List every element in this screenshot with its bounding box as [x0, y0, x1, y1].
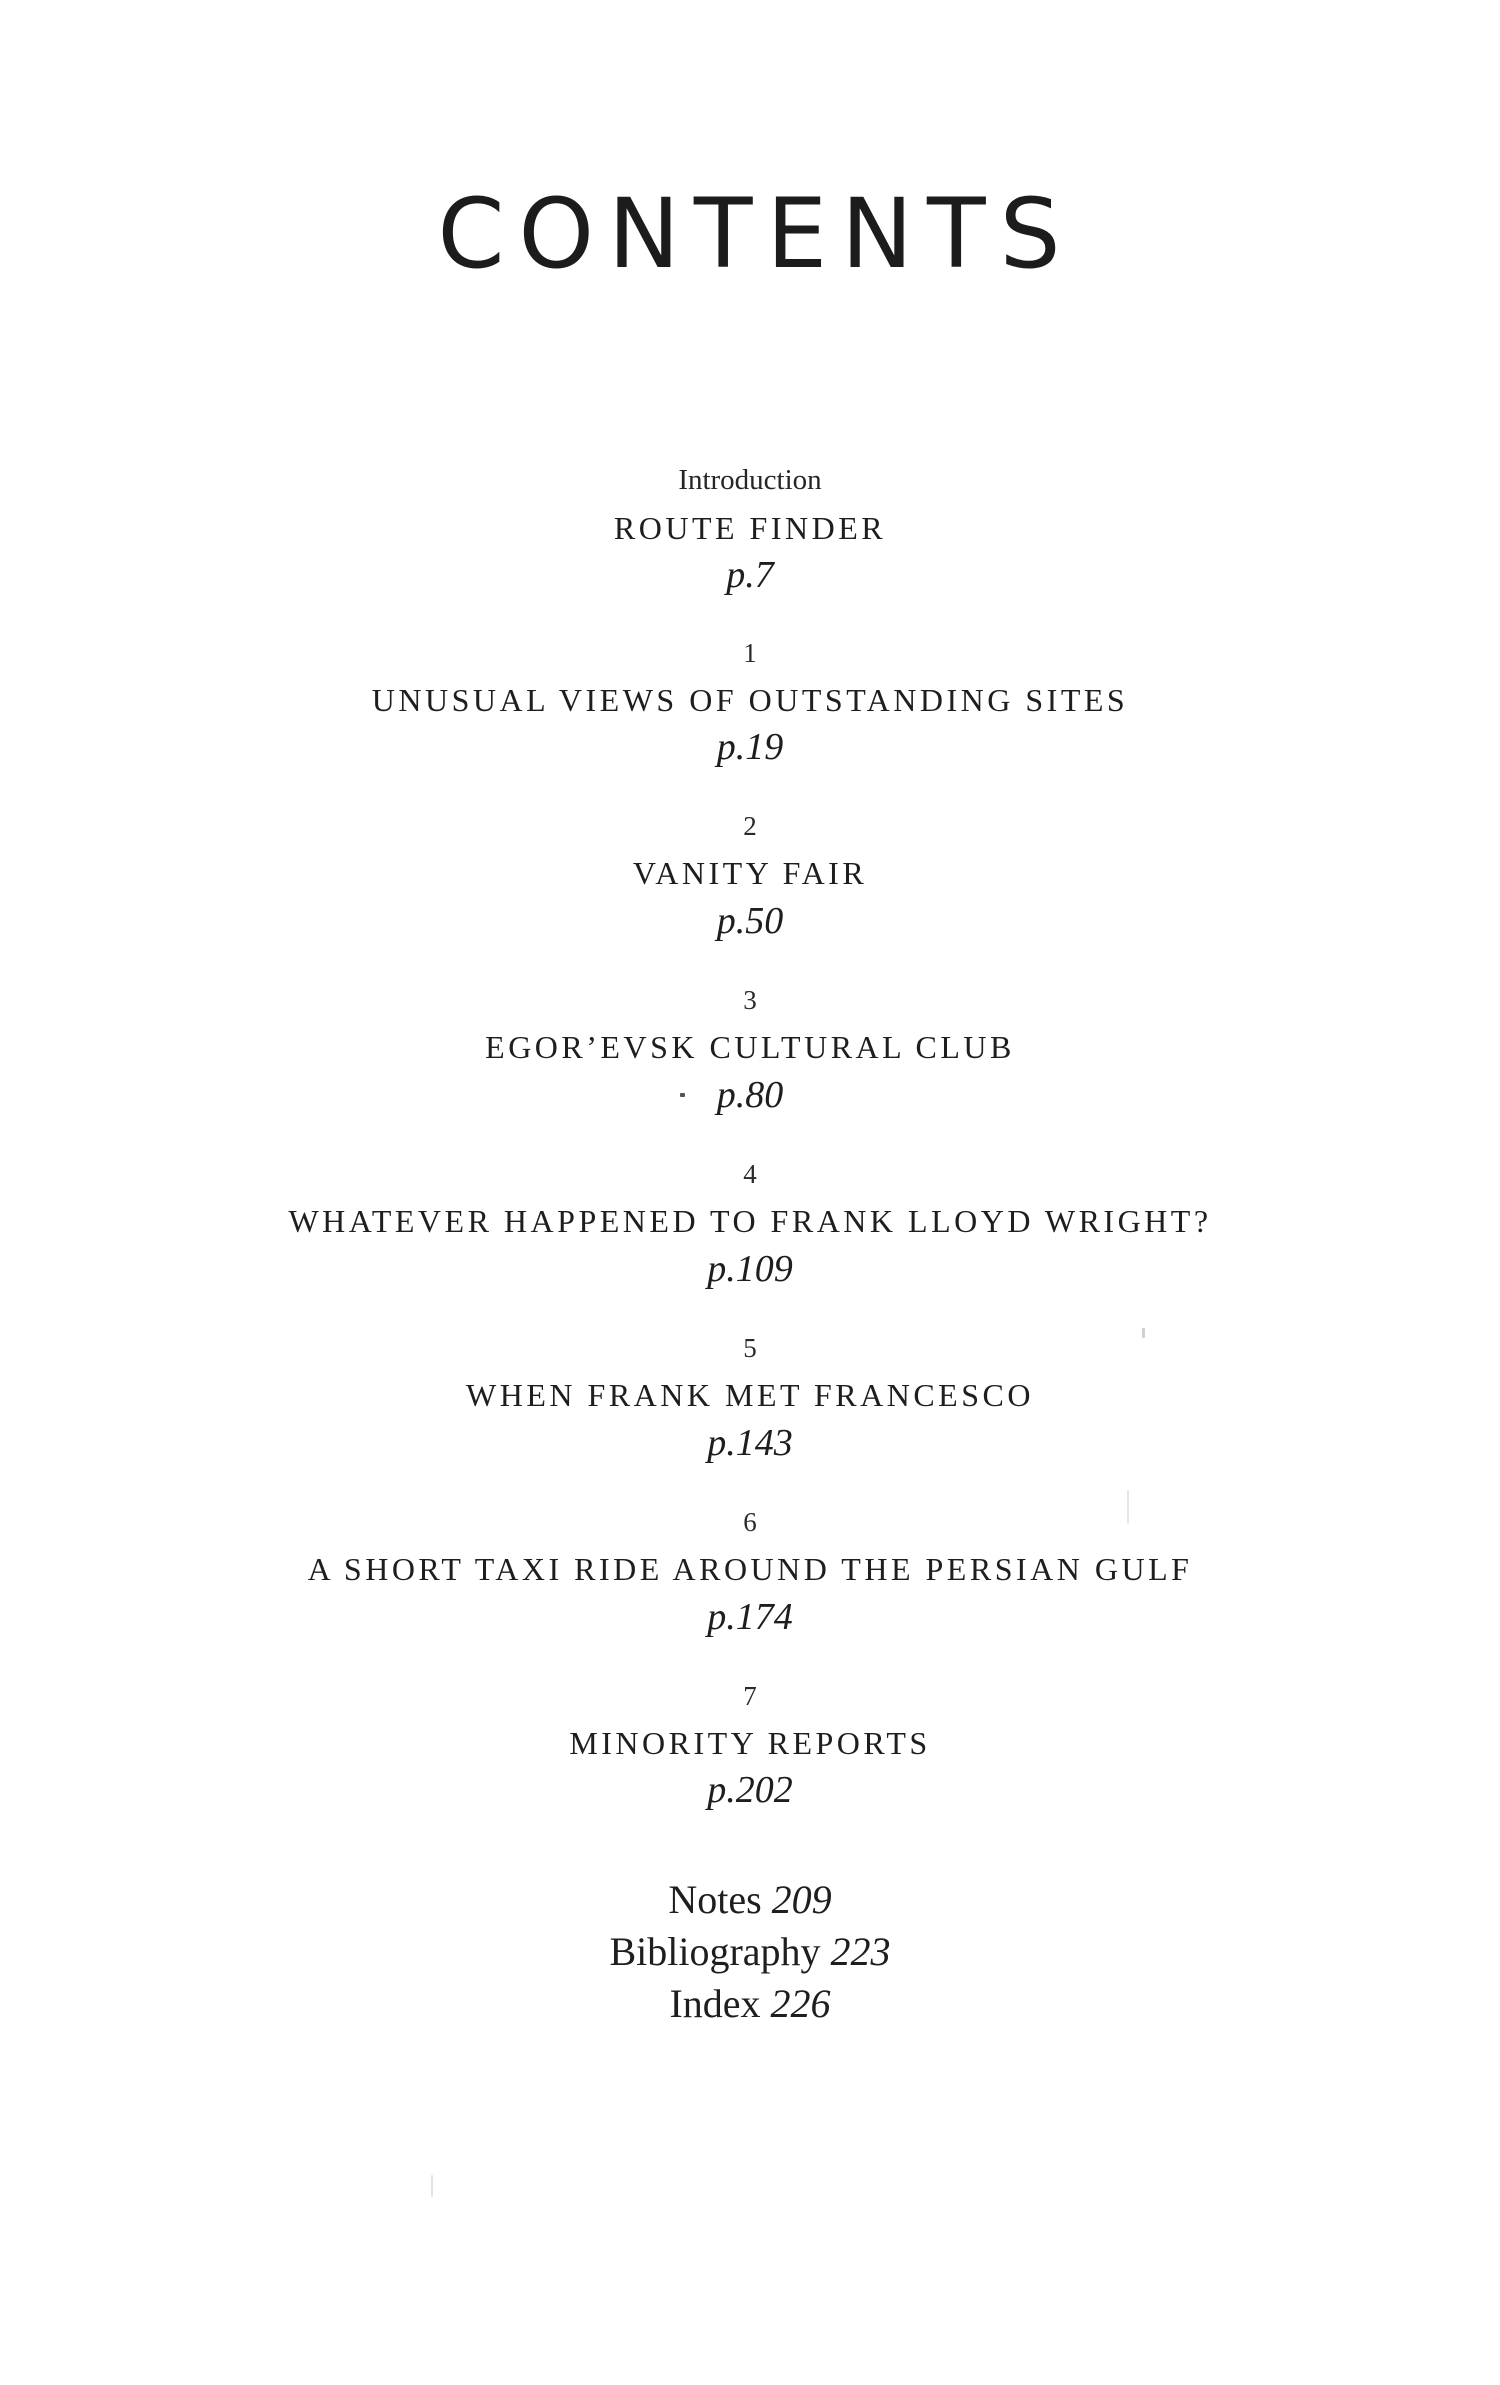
chapter-3-number: 3	[743, 985, 757, 1015]
back-matter-index-label: Index	[669, 1981, 761, 2026]
chapter-1-page-ref: p.19	[716, 726, 784, 768]
chapter-4-number: 4	[743, 1159, 757, 1189]
introduction-title: ROUTE FINDER	[613, 510, 887, 546]
chapter-2-number: 2	[743, 811, 757, 841]
chapter-3-title: EGOR’EVSK CULTURAL CLUB	[485, 1029, 1015, 1065]
back-matter-notes-page: 209	[771, 1877, 832, 1922]
chapter-1-number: 1	[743, 638, 757, 668]
chapter-2-page-ref: p.50	[716, 900, 784, 942]
back-matter-bibliography-label: Bibliography	[609, 1929, 821, 1974]
chapter-6-number: 6	[743, 1507, 757, 1537]
page-title: CONTENTS	[437, 178, 1075, 290]
scan-speck	[1127, 1490, 1129, 1524]
chapter-1-title: UNUSUAL VIEWS OF OUTSTANDING SITES	[371, 682, 1129, 718]
chapter-7-page-ref: p.202	[707, 1769, 793, 1811]
chapter-4-page-ref: p.109	[707, 1248, 793, 1290]
scan-speck	[431, 2175, 433, 2197]
chapter-5-page-ref: p.143	[707, 1422, 793, 1464]
back-matter-index	[0, 1980, 1500, 2027]
back-matter-notes-label: Notes	[668, 1877, 762, 1922]
introduction-label: Introduction	[678, 464, 822, 496]
introduction-page-ref: p.7	[726, 554, 774, 596]
scan-speck	[1142, 1328, 1145, 1338]
back-matter-index-page: 226	[770, 1981, 831, 2026]
scan-speck	[680, 1093, 685, 1097]
chapter-6-title: A SHORT TAXI RIDE AROUND THE PERSIAN GULF	[307, 1551, 1193, 1587]
chapter-6-page-ref: p.174	[707, 1596, 793, 1638]
back-matter-bibliography-page: 223	[830, 1929, 891, 1974]
chapter-5-number: 5	[743, 1333, 757, 1363]
back-matter-notes	[0, 1876, 1500, 1923]
back-matter-bibliography	[0, 1928, 1500, 1975]
chapter-3-page-ref: p.80	[716, 1074, 784, 1116]
chapter-7-title: MINORITY REPORTS	[569, 1725, 931, 1761]
chapter-2-title: VANITY FAIR	[632, 855, 868, 891]
chapter-4-title: WHATEVER HAPPENED TO FRANK LLOYD WRIGHT?	[288, 1203, 1212, 1239]
chapter-5-title: WHEN FRANK MET FRANCESCO	[466, 1377, 1034, 1413]
chapter-7-number: 7	[743, 1681, 757, 1711]
